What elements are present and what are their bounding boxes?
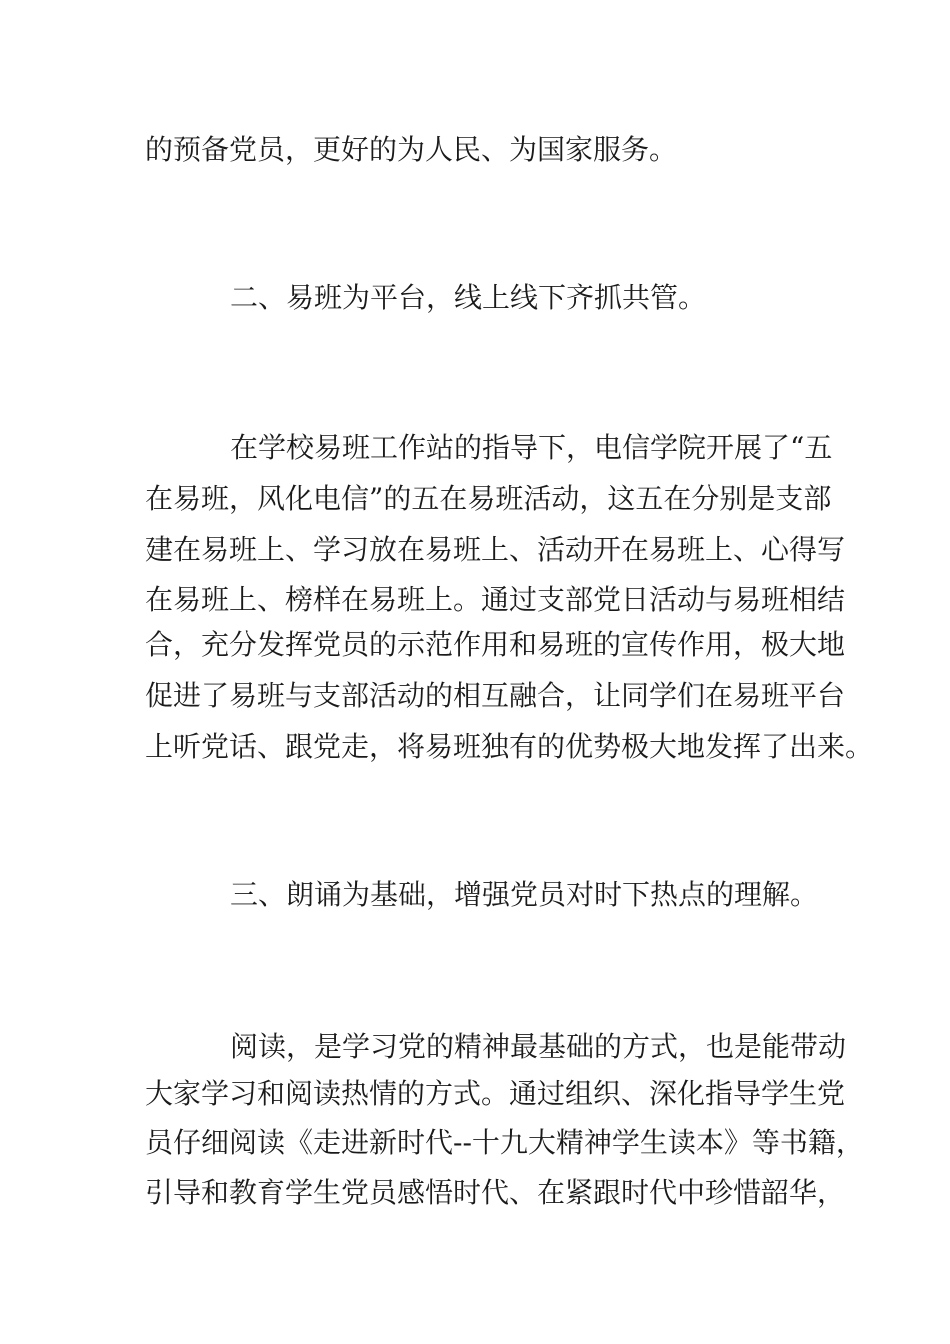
paragraph-1-line-1: 的预备党员，更好的为人民、为国家服务。 — [145, 133, 678, 166]
paragraph-3-line-4: 引导和教育学生党员感悟时代、在紧跟时代中珍惜韶华， — [145, 1176, 846, 1209]
paragraph-2-line-7: 上听党话、跟党走，将易班独有的优势极大地发挥了出来。 — [145, 730, 874, 763]
paragraph-3-line-1: 阅读，是学习党的精神最基础的方式，也是能带动 — [230, 1030, 847, 1063]
paragraph-2-line-5: 合，充分发挥党员的示范作用和易班的宣传作用，极大地 — [145, 628, 846, 661]
paragraph-2-line-4: 在易班上、榜样在易班上。通过支部党日活动与易班相结 — [145, 583, 846, 616]
paragraph-3-line-3: 员仔细阅读《走进新时代--十九大精神学生读本》等书籍， — [145, 1126, 864, 1159]
paragraph-2-line-1: 在学校易班工作站的指导下，电信学院开展了“五 — [230, 431, 833, 464]
paragraph-2-line-3: 建在易班上、学习放在易班上、活动开在易班上、心得写 — [145, 533, 846, 566]
paragraph-2-line-6: 促进了易班与支部活动的相互融合，让同学们在易班平台 — [145, 679, 846, 712]
paragraph-2-line-2: 在易班，风化电信”的五在易班活动，这五在分别是支部 — [145, 482, 832, 515]
section-2-heading: 二、易班为平台，线上线下齐抓共管。 — [230, 281, 707, 314]
section-3-heading: 三、朗诵为基础，增强党员对时下热点的理解。 — [230, 878, 819, 911]
paragraph-3-line-2: 大家学习和阅读热情的方式。通过组织、深化指导学生党 — [145, 1077, 846, 1110]
